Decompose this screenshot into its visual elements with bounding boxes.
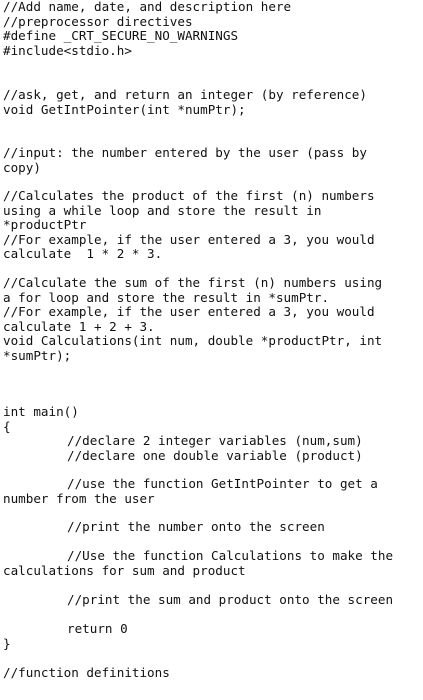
header-line-1: //Add name, date, and description here [3, 0, 292, 14]
sum-comment-line-3: //For example, if the user entered a 3, you would [3, 304, 375, 320]
input-comment-line-2: copy) [3, 159, 41, 175]
calculations-prototype-line-1: void Calculations(int num, double *productPtr, int [3, 333, 383, 349]
main-signature: int main() [3, 404, 79, 419]
code-document [3, 0, 419, 680]
function-definitions-comment: //function definitions [3, 665, 170, 680]
calculations-prototype-line-2: *sumPtr); [3, 348, 72, 363]
declare-comment-1: //declare 2 integer variables (num,sum) [67, 433, 363, 449]
sum-comment-line-1: //Calculate the sum of the first (n) numbers using [3, 275, 383, 290]
include-line: #include<stdio.h> [3, 42, 132, 58]
getint-comment: //ask, get, and return an integer (by reference) [3, 87, 367, 102]
calc-comment-line-2: using a while loop and store the result in [3, 202, 322, 218]
use-calculations-comment-1: //Use the function Calculations to make the [67, 548, 394, 563]
input-comment-line-1: //input: the number entered by the user (pass by [3, 145, 367, 160]
calc-comment-line-3: *productPtr [3, 217, 87, 233]
main-close-brace: } [3, 635, 11, 651]
print-sum-product-comment: //print the sum and product onto the screen [67, 592, 394, 607]
main-open-brace: { [3, 418, 11, 434]
calc-comment-line-4: //For example, if the user entered a 3, you would [3, 231, 375, 247]
header-line-2: //preprocessor directives [3, 13, 193, 29]
use-calculations-comment-2: calculations for sum and product [3, 562, 246, 578]
return-statement: return 0 [67, 621, 128, 636]
sum-comment-line-4: calculate 1 + 2 + 3. [3, 318, 155, 334]
calc-comment-line-5: calculate 1 * 2 * 3. [3, 246, 163, 262]
use-getint-comment-2: number from the user [3, 490, 155, 506]
sum-comment-line-2: a for loop and store the result in *sumPtr. [3, 289, 330, 305]
print-number-comment: //print the number onto the screen [67, 519, 325, 534]
calc-comment-line-1: //Calculates the product of the first (n) numbers [3, 188, 375, 203]
declare-comment-2: //declare one double variable (product) [67, 447, 363, 463]
define-line: #define _CRT_SECURE_NO_WARNINGS [3, 28, 239, 44]
use-getint-comment-1: //use the function GetIntPointer to get a [67, 476, 378, 491]
getint-prototype: void GetIntPointer(int *numPtr); [3, 101, 246, 117]
